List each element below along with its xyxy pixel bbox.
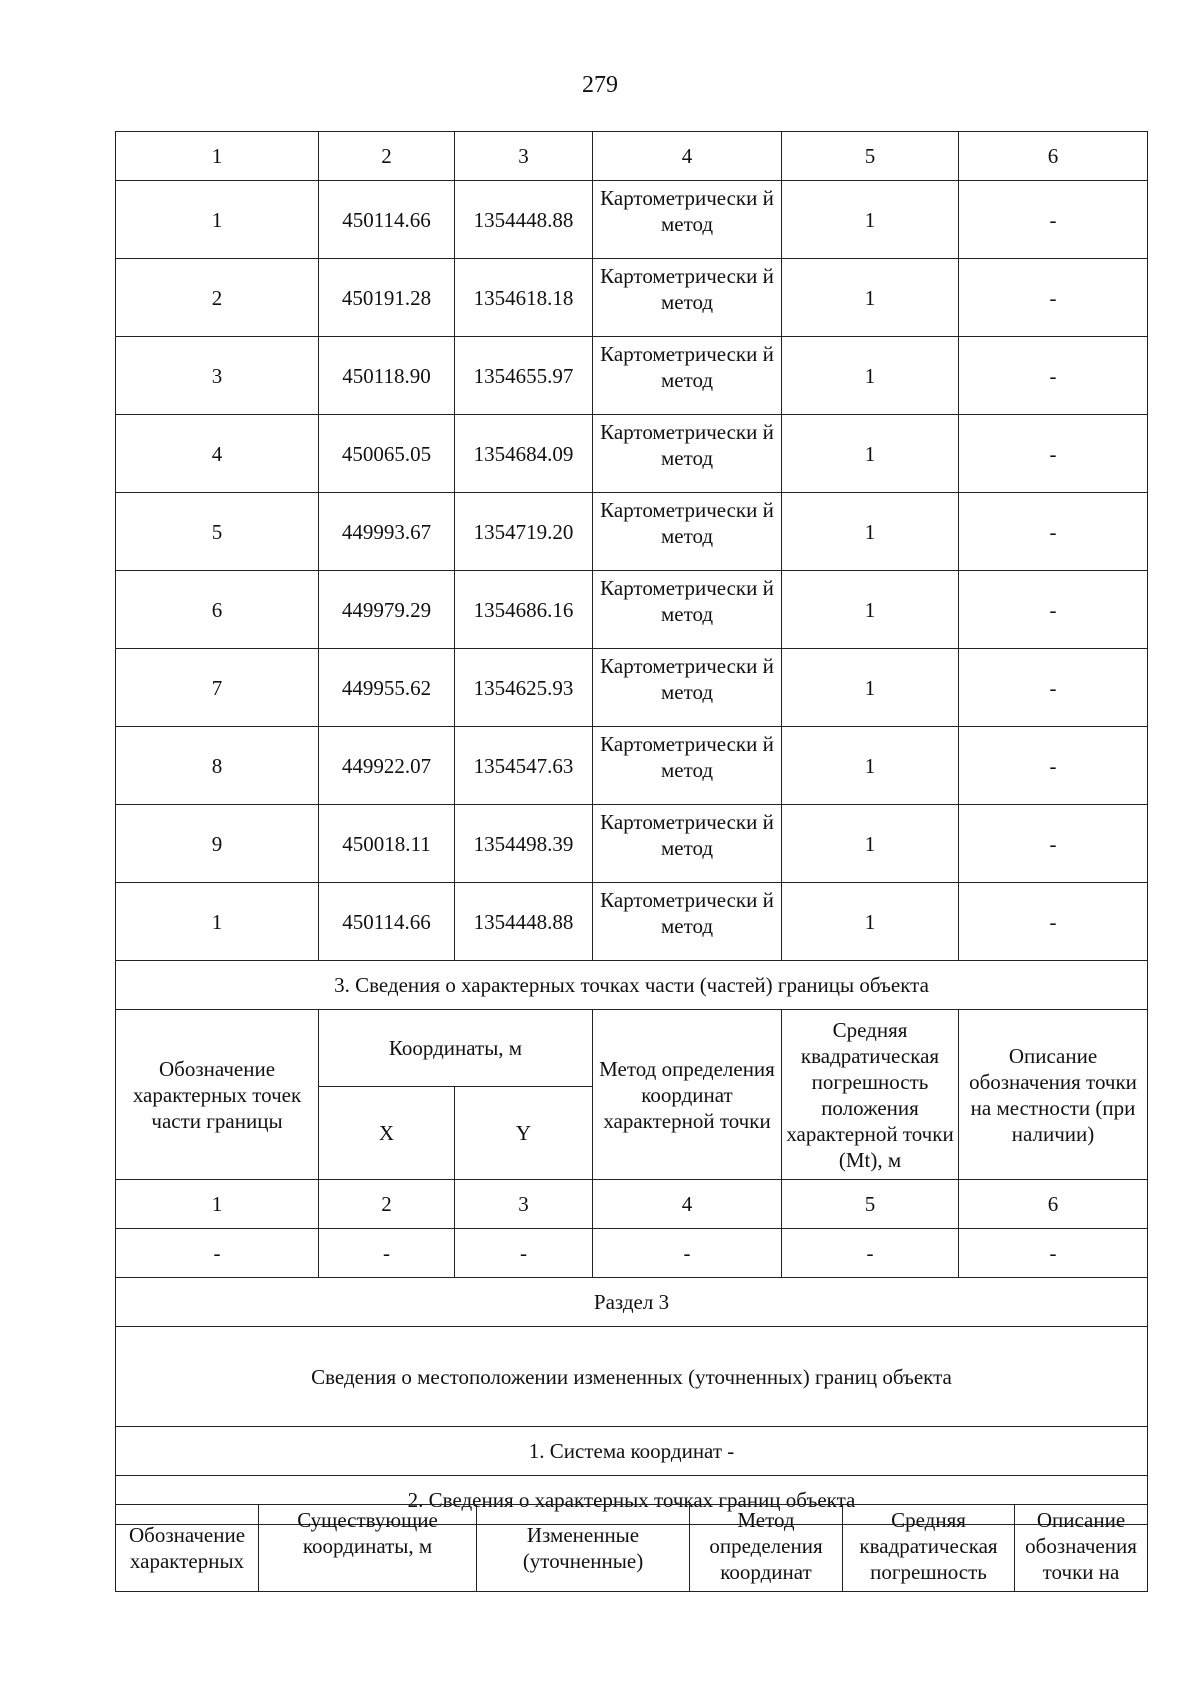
method-cell: Картометрически й метод xyxy=(593,415,782,493)
error-cell: 1 xyxy=(782,571,959,649)
table-row xyxy=(116,415,1148,493)
table-row xyxy=(116,727,1148,805)
error-cell: 1 xyxy=(782,415,959,493)
dash-cell: - xyxy=(593,1229,782,1278)
y-coordinate-cell: 1354686.16 xyxy=(455,571,593,649)
y-coordinate-cell: 1354655.97 xyxy=(455,337,593,415)
method-cell: Картометрически й метод xyxy=(593,337,782,415)
index-cell: 2 xyxy=(319,132,455,181)
method-cell: Картометрически й метод xyxy=(593,883,782,961)
point-number-cell: 1 xyxy=(116,883,319,961)
x-coordinate-cell: 450191.28 xyxy=(319,259,455,337)
index-cell: 1 xyxy=(116,132,319,181)
point-number-cell: 9 xyxy=(116,805,319,883)
x-coordinate-cell: 450065.05 xyxy=(319,415,455,493)
header-designation: Обозначение характерных точек части границы xyxy=(116,1010,319,1180)
point-number-cell: 8 xyxy=(116,727,319,805)
method-cell: Картометрически й метод xyxy=(593,259,782,337)
description-cell: - xyxy=(959,493,1148,571)
dash-cell: - xyxy=(782,1229,959,1278)
y-coordinate-cell: 1354625.93 xyxy=(455,649,593,727)
bottom-header-error: Средняя квадратическая погрешность xyxy=(843,1505,1015,1592)
point-number-cell: 1 xyxy=(116,181,319,259)
error-cell: 1 xyxy=(782,337,959,415)
column-index-row xyxy=(116,132,1148,181)
description-cell: - xyxy=(959,259,1148,337)
error-cell: 1 xyxy=(782,805,959,883)
description-cell: - xyxy=(959,805,1148,883)
y-coordinate-cell: 1354498.39 xyxy=(455,805,593,883)
description-cell: - xyxy=(959,571,1148,649)
x-coordinate-cell: 449922.07 xyxy=(319,727,455,805)
parts-header-row xyxy=(116,1010,1148,1087)
section-3-heading-row xyxy=(116,961,1148,1010)
razdel-title: Сведения о местоположении измененных (уточненных) границ объекта xyxy=(116,1327,1148,1427)
description-cell: - xyxy=(959,337,1148,415)
x-coordinate-cell: 449955.62 xyxy=(319,649,455,727)
changed-boundaries-header-row xyxy=(116,1505,1148,1592)
method-cell: Картометрически й метод xyxy=(593,727,782,805)
point-number-cell: 3 xyxy=(116,337,319,415)
y-coordinate-cell: 1354547.63 xyxy=(455,727,593,805)
error-cell: 1 xyxy=(782,493,959,571)
header-coordinates: Координаты, м xyxy=(319,1010,593,1087)
dash-cell: - xyxy=(116,1229,319,1278)
index-cell: 5 xyxy=(782,132,959,181)
x-coordinate-cell: 449979.29 xyxy=(319,571,455,649)
description-cell: - xyxy=(959,649,1148,727)
table-row xyxy=(116,493,1148,571)
dash-cell: - xyxy=(455,1229,593,1278)
index-cell: 4 xyxy=(593,132,782,181)
table-row xyxy=(116,883,1148,961)
error-cell: 1 xyxy=(782,181,959,259)
description-cell: - xyxy=(959,883,1148,961)
table-row xyxy=(116,181,1148,259)
bottom-header-method: Метод определения координат xyxy=(690,1505,843,1592)
razdel-title-row xyxy=(116,1327,1148,1427)
bottom-header-existing: Существующие координаты, м xyxy=(259,1505,477,1592)
dash-cell: - xyxy=(319,1229,455,1278)
table-row xyxy=(116,805,1148,883)
bottom-header-changed: Измененные (уточненные) xyxy=(477,1505,690,1592)
header-x: X xyxy=(319,1087,455,1180)
x-coordinate-cell: 449993.67 xyxy=(319,493,455,571)
table-row xyxy=(116,259,1148,337)
method-cell: Картометрически й метод xyxy=(593,181,782,259)
x-coordinate-cell: 450114.66 xyxy=(319,883,455,961)
method-cell: Картометрически й метод xyxy=(593,805,782,883)
page-number: 279 xyxy=(582,72,618,98)
razdel-heading: Раздел 3 xyxy=(116,1278,1148,1327)
header-method: Метод определения координат характерной точки xyxy=(593,1010,782,1180)
index-cell: 3 xyxy=(455,1180,593,1229)
index-cell: 6 xyxy=(959,1180,1148,1229)
parts-index-row xyxy=(116,1180,1148,1229)
points-section-text: 2. Сведения о характерных точках границ объекта xyxy=(116,1476,1148,1525)
table-row xyxy=(116,571,1148,649)
index-cell: 1 xyxy=(116,1180,319,1229)
x-coordinate-cell: 450114.66 xyxy=(319,181,455,259)
index-cell: 5 xyxy=(782,1180,959,1229)
index-cell: 4 xyxy=(593,1180,782,1229)
point-number-cell: 4 xyxy=(116,415,319,493)
index-cell: 3 xyxy=(455,132,593,181)
error-cell: 1 xyxy=(782,727,959,805)
x-coordinate-cell: 450018.11 xyxy=(319,805,455,883)
y-coordinate-cell: 1354618.18 xyxy=(455,259,593,337)
coord-system-text: 1. Система координат - xyxy=(116,1427,1148,1476)
table-row xyxy=(116,649,1148,727)
point-number-cell: 2 xyxy=(116,259,319,337)
y-coordinate-cell: 1354684.09 xyxy=(455,415,593,493)
method-cell: Картометрически й метод xyxy=(593,649,782,727)
description-cell: - xyxy=(959,181,1148,259)
point-number-cell: 5 xyxy=(116,493,319,571)
coord-system-row xyxy=(116,1427,1148,1476)
section-3-heading: 3. Сведения о характерных точках части (частей) границы объекта xyxy=(116,961,1148,1010)
bottom-header-designation: Обозначение характерных xyxy=(116,1505,259,1592)
x-coordinate-cell: 450118.90 xyxy=(319,337,455,415)
y-coordinate-cell: 1354448.88 xyxy=(455,181,593,259)
error-cell: 1 xyxy=(782,883,959,961)
table-row xyxy=(116,337,1148,415)
bottom-header-description: Описание обозначения точки на xyxy=(1015,1505,1148,1592)
point-number-cell: 7 xyxy=(116,649,319,727)
method-cell: Картометрически й метод xyxy=(593,493,782,571)
header-error: Средняя квадратическая погрешность положения характерной точки (Mt), м xyxy=(782,1010,959,1180)
header-y: Y xyxy=(455,1087,593,1180)
header-description: Описание обозначения точки на местности (при наличии) xyxy=(959,1010,1148,1180)
changed-boundaries-table xyxy=(115,1504,1148,1592)
dash-cell: - xyxy=(959,1229,1148,1278)
method-cell: Картометрически й метод xyxy=(593,571,782,649)
y-coordinate-cell: 1354448.88 xyxy=(455,883,593,961)
description-cell: - xyxy=(959,415,1148,493)
parts-empty-row xyxy=(116,1229,1148,1278)
point-number-cell: 6 xyxy=(116,571,319,649)
description-cell: - xyxy=(959,727,1148,805)
error-cell: 1 xyxy=(782,649,959,727)
index-cell: 2 xyxy=(319,1180,455,1229)
boundary-points-table xyxy=(115,131,1148,1525)
y-coordinate-cell: 1354719.20 xyxy=(455,493,593,571)
error-cell: 1 xyxy=(782,259,959,337)
index-cell: 6 xyxy=(959,132,1148,181)
razdel-row xyxy=(116,1278,1148,1327)
